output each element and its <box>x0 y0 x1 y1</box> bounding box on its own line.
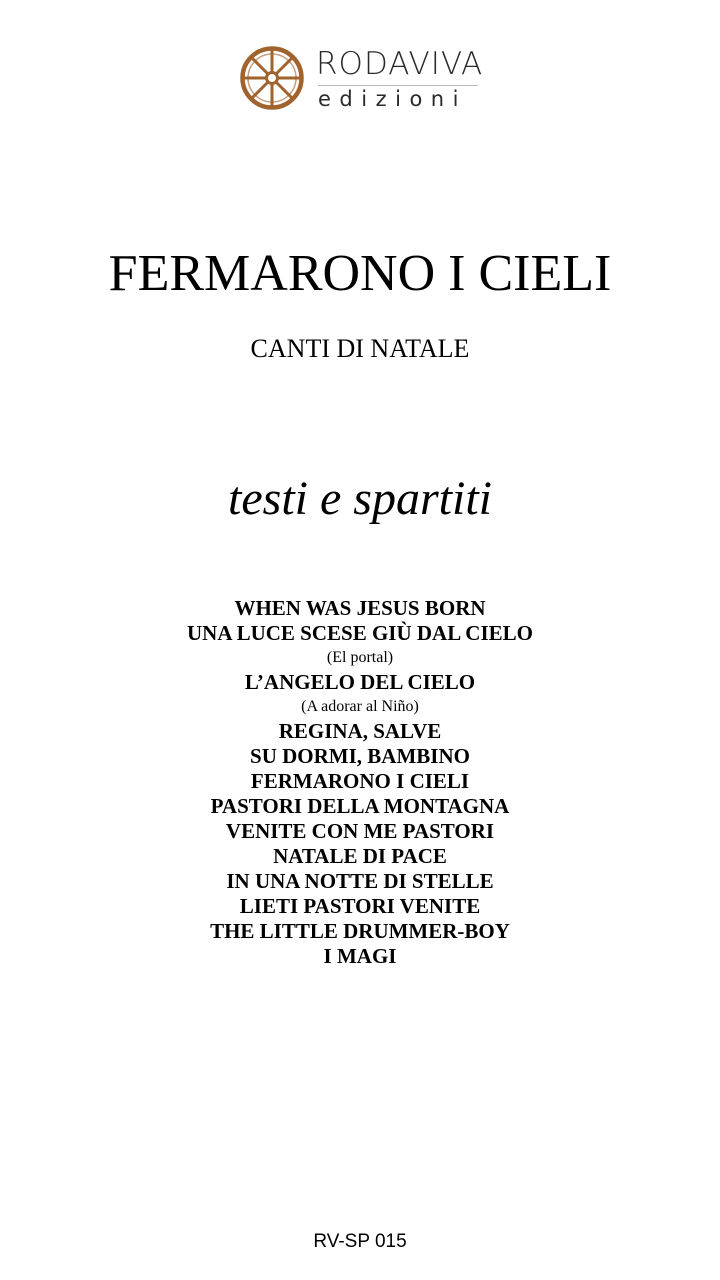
publisher-logo <box>238 40 498 116</box>
song-title: THE LITTLE DRUMMER-BOY <box>210 919 510 943</box>
song-list-item <box>0 869 720 894</box>
song-list-item <box>0 744 720 769</box>
song-list-item <box>0 769 720 794</box>
song-list-item <box>0 621 720 670</box>
song-list <box>0 596 720 969</box>
song-list-item <box>0 596 720 621</box>
publisher-subtitle: edizioni <box>318 87 467 111</box>
song-note: (A adorar al Niño) <box>301 698 419 715</box>
song-list-item <box>0 844 720 869</box>
logo-divider <box>318 85 478 86</box>
publisher-name: RODAVIVA <box>316 46 484 82</box>
song-list-item <box>0 670 720 719</box>
book-title: FERMARONO I CIELI <box>108 245 612 302</box>
song-list-item <box>0 819 720 844</box>
wheel-icon <box>238 44 306 112</box>
song-title: LIETI PASTORI VENITE <box>239 894 481 918</box>
song-title: PASTORI DELLA MONTAGNA <box>210 794 510 818</box>
song-title: NATALE DI PACE <box>273 844 447 868</box>
catalog-code: RV-SP 015 <box>313 1231 407 1252</box>
song-title: REGINA, SALVE <box>278 719 442 743</box>
song-title: I MAGI <box>323 944 397 968</box>
song-list-item <box>0 894 720 919</box>
song-list-item <box>0 719 720 744</box>
song-title: L’ANGELO DEL CIELO <box>244 670 476 694</box>
song-title: VENITE CON ME PASTORI <box>225 819 495 843</box>
song-title: SU DORMI, BAMBINO <box>250 744 470 768</box>
song-title: FERMARONO I CIELI <box>250 769 470 793</box>
song-note: (El portal) <box>326 649 394 666</box>
song-list-item <box>0 794 720 819</box>
book-tagline: testi e spartiti <box>228 472 492 525</box>
song-list-item <box>0 919 720 944</box>
song-list-item <box>0 944 720 969</box>
song-title: IN UNA NOTTE DI STELLE <box>226 869 494 893</box>
book-subtitle: CANTI DI NATALE <box>250 334 470 363</box>
song-title: WHEN WAS JESUS BORN <box>234 596 486 620</box>
song-title: UNA LUCE SCESE GIÙ DAL CIELO <box>186 621 533 645</box>
